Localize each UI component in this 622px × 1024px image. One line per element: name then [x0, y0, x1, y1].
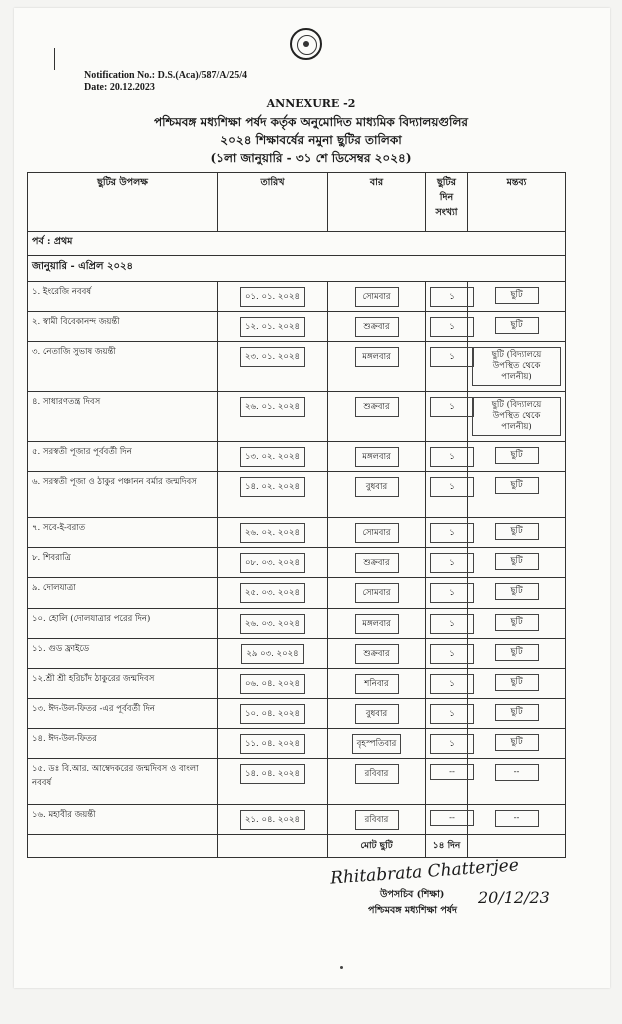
cell-days	[426, 804, 468, 834]
day-text: বৃহস্পতিবার	[352, 734, 402, 754]
cell-date	[218, 729, 328, 759]
day-text: বুধবার	[355, 704, 399, 724]
cell-remark	[468, 472, 566, 518]
cell-occasion	[28, 638, 218, 668]
table-row	[28, 608, 566, 638]
cell-days	[426, 729, 468, 759]
cell-occasion	[28, 668, 218, 698]
date-text: ১২. ০১. ২০২৪	[240, 317, 305, 337]
cell-remark	[468, 759, 566, 805]
table-row	[28, 638, 566, 668]
cell-remark	[468, 804, 566, 834]
days-text: ১	[430, 317, 474, 337]
cell-occasion	[28, 804, 218, 834]
day-text: রবিবার	[355, 764, 399, 784]
day-text: শুক্রবার	[355, 553, 399, 573]
cell-occasion	[28, 608, 218, 638]
occasion-text: ১৪. ঈদ-উল-ফিতর	[32, 734, 97, 745]
period-label: জানুয়ারি - এপ্রিল ২০২৪	[28, 255, 566, 281]
table-row	[28, 759, 566, 805]
cell-date	[218, 472, 328, 518]
remark-text: ছুটি	[495, 734, 539, 751]
day-text: মঙ্গলবার	[355, 447, 399, 467]
header-date: তারিখ	[218, 173, 328, 232]
section-row	[28, 232, 566, 256]
cell-remark	[468, 578, 566, 608]
cell-day	[328, 472, 426, 518]
title-line-1: পশ্চিমবঙ্গ মধ্যশিক্ষা পর্ষদ কর্তৃক অনুমোদিত মাধ্যমিক বিদ্যালয়গুলির	[153, 115, 469, 129]
cell-day	[328, 759, 426, 805]
day-text: সোমবার	[355, 583, 399, 603]
date-text: ২৬. ০১. ২০২৪	[240, 397, 305, 417]
table-row	[28, 282, 566, 312]
header-row	[28, 173, 566, 232]
table-row	[28, 729, 566, 759]
cell-day	[328, 698, 426, 728]
cell-occasion	[28, 282, 218, 312]
date-text: ০৮. ০৩. ২০২৪	[240, 553, 305, 573]
days-text: ১	[430, 447, 474, 467]
occasion-text: ১৩. ঈদ-উল-ফিতর -এর পূর্ববর্তী দিন	[32, 703, 155, 714]
occasion-text: ১০. হোলি (দোলযাত্রার পরের দিন)	[32, 613, 151, 624]
days-text: ১	[430, 674, 474, 694]
table-row	[28, 668, 566, 698]
date-text: ২৩. ০১. ২০২৪	[240, 347, 305, 367]
cell-date	[218, 342, 328, 392]
cell-days	[426, 548, 468, 578]
cell-days	[426, 442, 468, 472]
days-text: --	[430, 764, 474, 780]
table-row	[28, 804, 566, 834]
remark-text: ছুটি	[495, 317, 539, 334]
date-text: ১৩. ০২. ২০২৪	[240, 447, 305, 467]
table-row	[28, 698, 566, 728]
cell-remark	[468, 638, 566, 668]
table-row	[28, 472, 566, 518]
days-text: ১	[430, 614, 474, 634]
occasion-text: ৩. নেতাজি সুভাষ জয়ন্তী	[32, 347, 116, 358]
cell-days	[426, 518, 468, 548]
cell-date	[218, 312, 328, 342]
cell-remark	[468, 668, 566, 698]
cell-occasion	[28, 442, 218, 472]
date-text: ২৫. ০৩. ২০২৪	[240, 583, 305, 603]
total-row	[28, 835, 566, 858]
cell-remark	[468, 518, 566, 548]
days-text: ১	[430, 347, 474, 367]
cell-occasion	[28, 392, 218, 442]
annexure-label: ANNEXURE -2	[266, 97, 356, 110]
cell-day	[328, 578, 426, 608]
remark-text: ছুটি	[495, 287, 539, 304]
cell-remark	[468, 608, 566, 638]
occasion-text: ৮. শিবরাত্রি	[32, 553, 71, 564]
occasion-text: ১১. গুড ফ্রাইডে	[32, 643, 90, 654]
cell-days	[426, 342, 468, 392]
cell-day	[328, 548, 426, 578]
total-value: ১৪ দিন	[426, 835, 468, 858]
occasion-text: ৯. দোলযাত্রা	[32, 583, 76, 594]
days-text: ১	[430, 734, 474, 754]
cell-occasion	[28, 548, 218, 578]
day-text: বুধবার	[355, 477, 399, 497]
cell-day	[328, 282, 426, 312]
cell-days	[426, 282, 468, 312]
cell-days	[426, 698, 468, 728]
days-text: ১	[430, 583, 474, 603]
cell-occasion	[28, 312, 218, 342]
cell-occasion	[28, 729, 218, 759]
cell-day	[328, 729, 426, 759]
cell-day	[328, 392, 426, 442]
occasion-text: ৭. সবে-ই-বরাত	[32, 523, 86, 534]
cell-date	[218, 759, 328, 805]
cell-date	[218, 518, 328, 548]
cell-remark	[468, 282, 566, 312]
cell-remark	[468, 442, 566, 472]
cell-remark	[468, 698, 566, 728]
table-row	[28, 342, 566, 392]
remark-text: ছুটি	[495, 704, 539, 721]
day-text: শুক্রবার	[355, 397, 399, 417]
date-text: ১১. ০৪. ২০২৪	[240, 734, 305, 754]
day-text: মঙ্গলবার	[355, 347, 399, 367]
date-text: ০১. ০১. ২০২৪	[240, 287, 305, 307]
cell-occasion	[28, 342, 218, 392]
cell-days	[426, 638, 468, 668]
cell-day	[328, 518, 426, 548]
cell-day	[328, 804, 426, 834]
days-text: ১	[430, 704, 474, 724]
table-row	[28, 442, 566, 472]
date-text: ০৬. ০৪. ২০২৪	[240, 674, 305, 694]
cell-occasion	[28, 518, 218, 548]
day-text: শনিবার	[355, 674, 399, 694]
cell-occasion	[28, 578, 218, 608]
stray-mark	[340, 966, 343, 969]
holiday-table	[27, 172, 566, 858]
date-text: ২৬. ০২. ২০২৪	[240, 523, 305, 543]
title-line-2: ২০২৪ শিক্ষাবর্ষের নমুনা ছুটির তালিকা	[220, 133, 402, 147]
margin-mark	[54, 48, 55, 70]
day-text: মঙ্গলবার	[355, 614, 399, 634]
date-text: ২৯ ০৩. ২০২৪	[241, 644, 303, 664]
day-text: শুক্রবার	[355, 317, 399, 337]
cell-remark	[468, 342, 566, 392]
title-line-3: (১লা জানুয়ারি - ৩১ শে ডিসেম্বর ২০২৪)	[210, 151, 412, 165]
header-occasion: ছুটির উপলক্ষ	[28, 173, 218, 232]
cell-date	[218, 578, 328, 608]
cell-day	[328, 608, 426, 638]
days-text: ১	[430, 287, 474, 307]
days-text: ১	[430, 644, 474, 664]
occasion-text: ৫. সরস্বতী পূজার পূর্ববর্তী দিন	[32, 447, 132, 458]
total-label: মোট ছুটি	[328, 835, 426, 858]
cell-remark	[468, 392, 566, 442]
date-text: ২১. ০৪. ২০২৪	[240, 810, 305, 830]
cell-occasion	[28, 698, 218, 728]
section-label: পর্ব : প্রথম	[28, 232, 566, 256]
cell-days	[426, 668, 468, 698]
cell-days	[426, 472, 468, 518]
table-row	[28, 548, 566, 578]
cell-day	[328, 342, 426, 392]
occasion-text: ১২.শ্রী শ্রী হরিচাঁদ ঠাকুরের জন্মদিবস	[32, 673, 155, 684]
cell-remark	[468, 312, 566, 342]
day-text: রবিবার	[355, 810, 399, 830]
table-row	[28, 312, 566, 342]
remark-text: ছুটি	[495, 553, 539, 570]
cell-day	[328, 312, 426, 342]
cell-day	[328, 638, 426, 668]
day-text: সোমবার	[355, 287, 399, 307]
day-text: শুক্রবার	[355, 644, 399, 664]
notification-date: Date: 20.12.2023	[84, 82, 155, 93]
remark-text: ছুটি	[495, 523, 539, 540]
signatory-office: পশ্চিমবঙ্গ মধ্যশিক্ষা পর্ষদ	[368, 905, 458, 916]
board-seal-logo	[290, 28, 322, 60]
days-text: --	[430, 810, 474, 826]
remark-text: --	[495, 810, 539, 827]
cell-date	[218, 698, 328, 728]
cell-day	[328, 668, 426, 698]
header-num-days: ছুটির দিন সংখ্যা	[426, 173, 468, 232]
signatory-designation: উপসচিব (শিক্ষা)	[380, 889, 445, 900]
remark-text: ছুটি	[495, 477, 539, 494]
remark-text: ছুটি	[495, 644, 539, 661]
cell-date	[218, 392, 328, 442]
cell-date	[218, 548, 328, 578]
cell-date	[218, 608, 328, 638]
cell-date	[218, 442, 328, 472]
remark-text: ছুটি	[495, 614, 539, 631]
days-text: ১	[430, 553, 474, 573]
date-text: ১৪. ০২. ২০২৪	[240, 477, 305, 497]
cell-days	[426, 312, 468, 342]
day-text: সোমবার	[355, 523, 399, 543]
date-text: ২৬. ০৩. ২০২৪	[240, 614, 305, 634]
cell-remark	[468, 729, 566, 759]
cell-remark	[468, 548, 566, 578]
cell-date	[218, 638, 328, 668]
table-row	[28, 392, 566, 442]
remark-text: ছুটি	[495, 583, 539, 600]
occasion-text: ২. স্বামী বিবেকানন্দ জয়ন্তী	[32, 317, 120, 328]
header-remarks: মন্তব্য	[468, 173, 566, 232]
remark-text: ছুটি	[495, 674, 539, 691]
occasion-text: ৬. সরস্বতী পূজা ও ঠাকুর পঞ্চানন বর্মার জন্মদিবস	[32, 477, 197, 488]
occasion-text: ১. ইংরেজি নববর্ষ	[32, 287, 92, 298]
notification-number: Notification No.: D.S.(Aca)/587/A/25/4	[84, 70, 248, 81]
occasion-text: ১৫. ডঃ বি.আর. আম্বেদকরের জন্মদিবস ও বাংলা নববর্ষ	[32, 764, 199, 789]
table-row	[28, 578, 566, 608]
cell-days	[426, 759, 468, 805]
period-row	[28, 255, 566, 281]
cell-days	[426, 608, 468, 638]
table-row	[28, 518, 566, 548]
occasion-text: ১৬. মহাবীর জয়ন্তী	[32, 809, 96, 820]
cell-day	[328, 442, 426, 472]
cell-occasion	[28, 472, 218, 518]
cell-date	[218, 668, 328, 698]
date-text: ১৪. ০৪. ২০২৪	[240, 764, 305, 784]
days-text: ১	[430, 397, 474, 417]
days-text: ১	[430, 477, 474, 497]
occasion-text: ৪. সাধারণতন্ত্র দিবস	[32, 397, 101, 408]
header-day: বার	[328, 173, 426, 232]
date-text: ১০. ০৪. ২০২৪	[240, 704, 305, 724]
remark-text: ছুটি	[495, 447, 539, 464]
cell-days	[426, 392, 468, 442]
cell-date	[218, 804, 328, 834]
cell-occasion	[28, 759, 218, 805]
notification-meta	[84, 70, 247, 94]
remark-text: ছুটি (বিদ্যালয়ে উপস্থিত থেকে পালনীয়)	[472, 397, 561, 436]
cell-days	[426, 578, 468, 608]
days-text: ১	[430, 523, 474, 543]
signature: Rhitabrata Chatterjee	[329, 855, 520, 889]
cell-date	[218, 282, 328, 312]
remark-text: ছুটি (বিদ্যালয়ে উপস্থিত থেকে পালনীয়)	[472, 347, 561, 386]
remark-text: --	[495, 764, 539, 781]
signature-date: 20/12/23	[478, 888, 550, 907]
